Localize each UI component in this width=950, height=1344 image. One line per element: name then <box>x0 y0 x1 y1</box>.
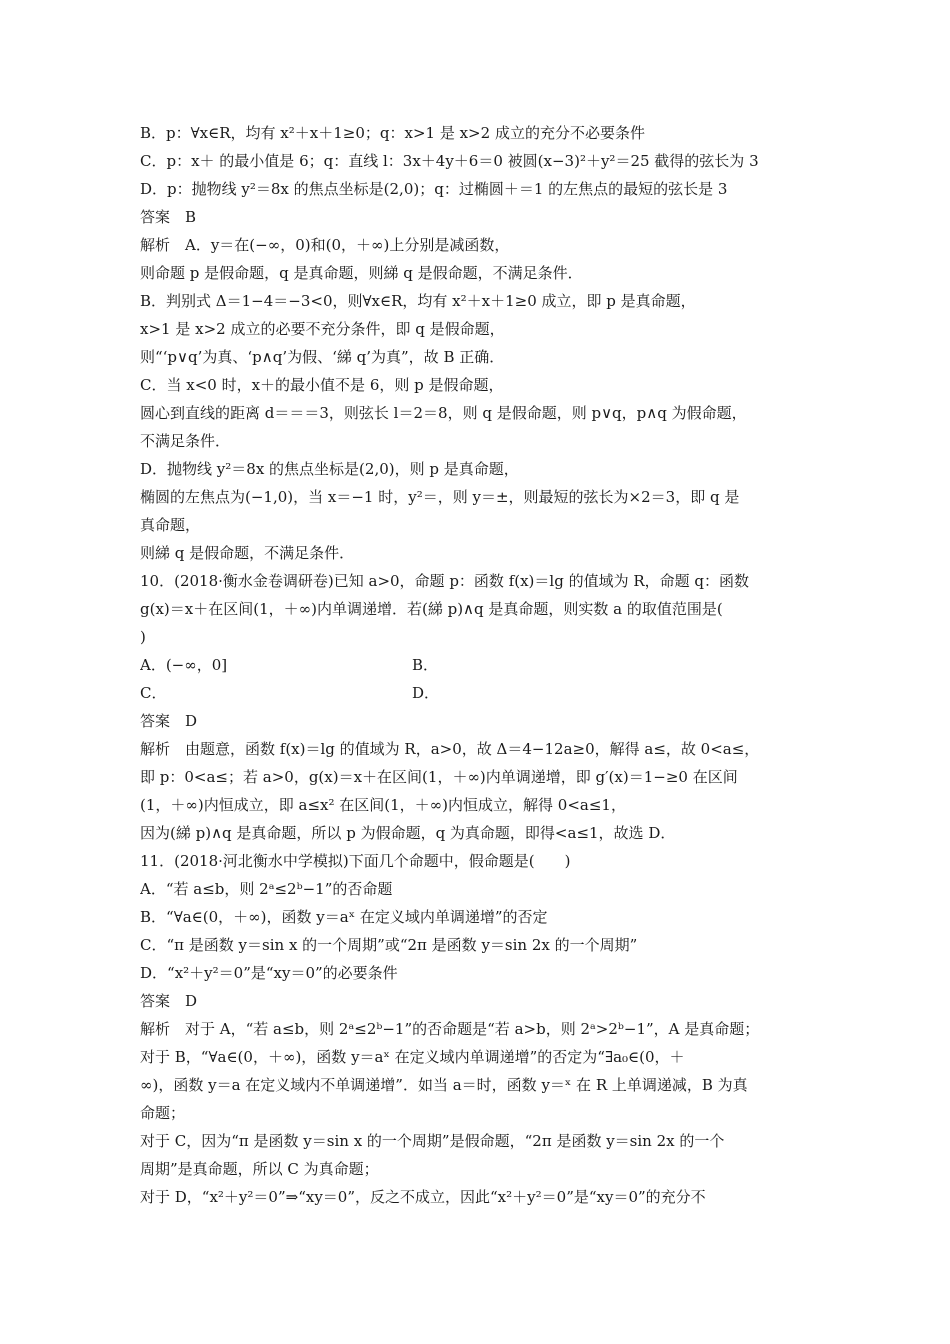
text-line: B．p：∀x∈R，均有 x²＋x＋1≥0；q：x>1 是 x>2 成立的充分不必要条件 <box>140 124 645 142</box>
question-10: 10．(2018·衡水金卷调研卷)已知 a>0，命题 p：函数 f(x)＝lg 的值域为 R，命题 q：函数 <box>140 572 750 590</box>
text-line: D．p：抛物线 y²＝8x 的焦点坐标是(2,0)；q：过椭圆＋＝1 的左焦点的最短的弦长是 3 <box>140 180 728 198</box>
text-line: 即 p：0<a≤；若 a>0，g(x)＝x＋在区间(1，＋∞)内单调递增，即 g′(x)＝1−≥0 在区间 <box>140 768 738 786</box>
text-line: 对于 C，因为“π 是函数 y＝sin x 的一个周期”是假命题，“2π 是函数 y＝sin 2x 的一个 <box>140 1132 725 1150</box>
text-line: 解析 由题意，函数 f(x)＝lg 的值域为 R，a>0，故 Δ＝4−12a≥0，解得 a≤，故 0<a≤， <box>140 740 760 758</box>
text-line: (1，＋∞)内恒成立，即 a≤x² 在区间(1，＋∞)内恒成立，解得 0<a≤1， <box>140 796 626 814</box>
text-line: B．判别式 Δ＝1−4＝−3<0，则∀x∈R，均有 x²＋x＋1≥0 成立，即 p 是真命题， <box>140 292 696 310</box>
text-line: 命题； <box>140 1104 186 1122</box>
answer-label: 答案 D <box>140 712 198 730</box>
text-line: 对于 B，“∀a∈(0，＋∞)，函数 y＝aˣ 在定义域内单调递增”的否定为“∃a₀∈(0，＋ <box>140 1048 685 1066</box>
text-line: 解析 A．y＝在(−∞，0)和(0，＋∞)上分别是减函数， <box>140 236 510 254</box>
text-line: x>1 是 x>2 成立的必要不充分条件，即 q 是假命题， <box>140 320 505 338</box>
text-line: 解析 对于 A，“若 a≤b，则 2ᵃ≤2ᵇ−1”的否命题是“若 a>b，则 2ᵃ>2ᵇ−1”，A 是真命题； <box>140 1020 760 1038</box>
option-c: C． <box>140 684 167 702</box>
question-11: 11．(2018·河北衡水中学模拟)下面几个命题中，假命题是( ) <box>140 852 571 870</box>
text-line: g(x)＝x＋在区间(1，＋∞)内单调递增．若(綈 p)∧q 是真命题，则实数 a 的取值范围是( <box>140 600 723 618</box>
text-line: 因为(綈 p)∧q 是真命题，所以 p 为假命题，q 为真命题，即得<a≤1，故选 D． <box>140 824 676 842</box>
option-b: B． <box>412 656 439 674</box>
text-line: 真命题， <box>140 516 201 534</box>
text-line: 则“‘p∨q’为真、‘p∧q’为假、‘綈 q’为真”，故 B 正确． <box>140 348 505 366</box>
option-a: A．“若 a≤b，则 2ᵃ≤2ᵇ−1”的否命题 <box>140 880 393 898</box>
text-line: ) <box>140 628 146 646</box>
text-line: D．抛物线 y²＝8x 的焦点坐标是(2,0)，则 p 是真命题， <box>140 460 519 478</box>
option-d: D．“x²＋y²＝0”是“xy＝0”的必要条件 <box>140 964 398 982</box>
answer-label: 答案 B <box>140 208 197 226</box>
text-line: 则綈 q 是假命题，不满足条件． <box>140 544 355 562</box>
option-b: B．“∀a∈(0，＋∞)，函数 y＝aˣ 在定义域内单调递增”的否定 <box>140 908 548 926</box>
text-line: C．当 x<0 时，x＋的最小值不是 6，则 p 是假命题， <box>140 376 504 394</box>
text-line: ∞)，函数 y＝a 在定义域内不单调递增”．如当 a＝时，函数 y＝ˣ 在 R 上单调递减，B 为真 <box>140 1076 748 1094</box>
option-a: A．(−∞，0] <box>140 656 228 674</box>
text-line: 周期”是真命题，所以 C 为真命题； <box>140 1160 379 1178</box>
text-line: 则命题 p 是假命题，q 是真命题，则綈 q 是假命题，不满足条件． <box>140 264 583 282</box>
text-line: C．p：x＋ 的最小值是 6；q：直线 l：3x＋4y＋6＝0 被圆(x−3)²＋y²＝25 截得的弦长为 3 <box>140 152 759 170</box>
option-d: D． <box>412 684 440 702</box>
text-line: 椭圆的左焦点为(−1,0)，当 x＝−1 时，y²＝，则 y＝±，则最短的弦长为×2＝3，即 q 是 <box>140 488 740 506</box>
answer-label: 答案 D <box>140 992 198 1010</box>
text-line: 不满足条件． <box>140 432 231 450</box>
text-line: 圆心到直线的距离 d＝＝＝3，则弦长 l＝2＝8，则 q 是假命题，则 p∨q，p∧q 为假命题， <box>140 404 747 422</box>
text-line: 对于 D，“x²＋y²＝0”⇒“xy＝0”，反之不成立，因此“x²＋y²＝0”是“xy＝0”的充分不 <box>140 1188 706 1206</box>
option-c: C．“π 是函数 y＝sin x 的一个周期”或“2π 是函数 y＝sin 2x 的一个周期” <box>140 936 638 954</box>
